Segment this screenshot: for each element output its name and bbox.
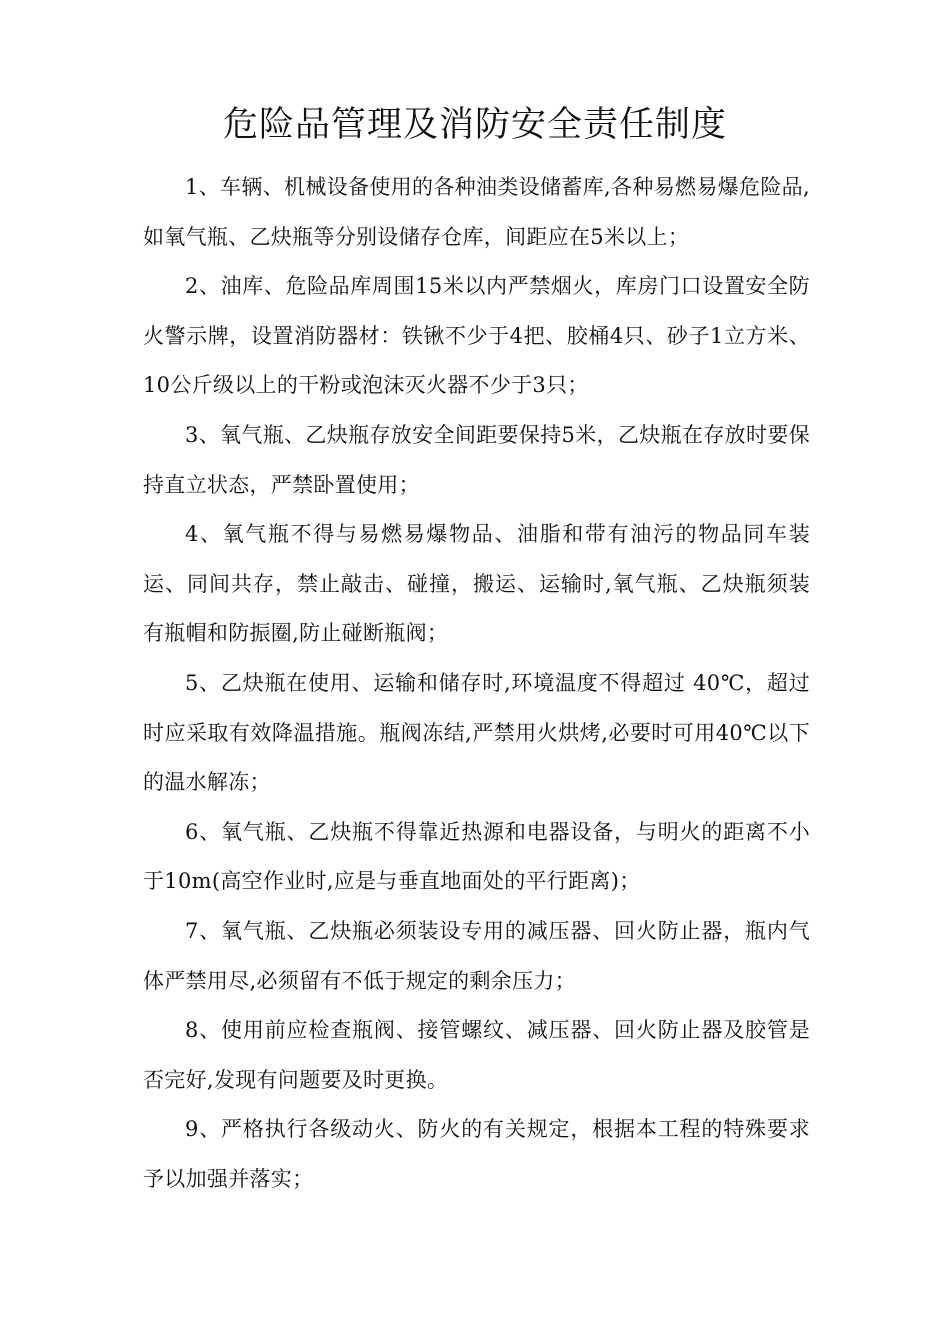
document-title: 危险品管理及消防安全责任制度 bbox=[222, 105, 727, 145]
paragraph-3: 3、氧气瓶、乙炔瓶存放安全间距要保持5米，乙炔瓶在存放时要保持直立状态，严禁卧置使用； bbox=[143, 422, 810, 497]
paragraph-1: 1、车辆、机械设备使用的各种油类设储蓄库,各种易燃易爆危险品,如氧气瓶、乙炔瓶等分别设储存仓库，间距应在5米以上； bbox=[143, 175, 810, 249]
paragraph-6: 6、氧气瓶、乙炔瓶不得靠近热源和电器设备，与明火的距离不小于10m(高空作业时,应是与垂直地面处的平行距离)； bbox=[143, 819, 810, 894]
paragraph-2: 2、油库、危险品库周围15米以内严禁烟火，库房门口设置安全防火警示牌，设置消防器材：铁锹不少于4把、胶桶4只、砂子1立方米、10公斤级以上的干粉或泡沫灭火器不少于3只； bbox=[143, 274, 810, 398]
paragraph-7: 7、氧气瓶、乙炔瓶必须装设专用的减压器、回火防止器，瓶内气体严禁用尽,必须留有不低于规定的剩余压力； bbox=[143, 918, 810, 993]
paragraph-5: 5、乙炔瓶在使用、运输和储存时,环境温度不得超过 40℃，超过时应采取有效降温措施。瓶阀冻结,严禁用火烘烤,必要时可用40℃以下的温水解冻； bbox=[143, 670, 810, 795]
paragraph-4: 4、氧气瓶不得与易燃易爆物品、油脂和带有油污的物品同车装运、同间共存，禁止敲击、碰撞，搬运、运输时,氧气瓶、乙炔瓶须装有瓶帽和防振圈,防止碰断瓶阀； bbox=[143, 522, 810, 646]
paragraph-8: 8、使用前应检查瓶阀、接管螺纹、减压器、回火防止器及胶管是否完好,发现有问题要及时更换。 bbox=[143, 1018, 810, 1092]
paragraph-9: 9、严格执行各级动火、防火的有关规定，根据本工程的特殊要求予以加强并落实； bbox=[143, 1117, 810, 1191]
document-body bbox=[143, 163, 810, 1204]
